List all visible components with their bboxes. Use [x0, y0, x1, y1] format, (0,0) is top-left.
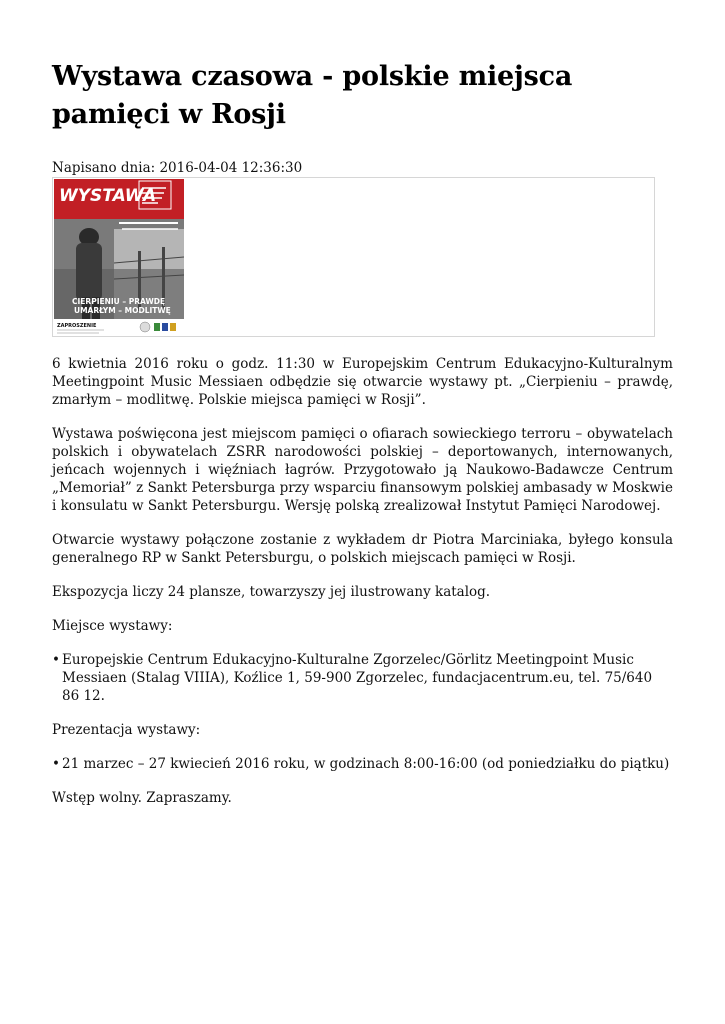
paragraph-location-label: Miejsce wystawy: [52, 618, 173, 634]
list-item [52, 755, 673, 773]
poster-invite: ZAPROSZENIE [57, 323, 97, 329]
poster-slogan-line1: CIERPIENIU – PRAWDĘ [72, 297, 166, 306]
exhibition-poster-image[interactable] [54, 179, 184, 335]
paragraph-schedule-label: Prezentacja wystawy: [52, 722, 201, 738]
article [52, 58, 673, 807]
image-frame [52, 177, 655, 337]
paragraph-catalog: Ekspozycja liczy 24 plansze, towarzyszy jej ilustrowany katalog. [52, 584, 491, 600]
schedule-text: 21 marzec – 27 kwiecień 2016 roku, w godzinach 8:00-16:00 (od poniedziałku do piątku) [62, 756, 670, 772]
paragraph-closing: Wstęp wolny. Zapraszamy. [52, 790, 232, 806]
schedule-list [52, 755, 673, 773]
poster-slogan-line2: UMARŁYM – MODLITWĘ [74, 306, 171, 315]
location-list [52, 651, 673, 705]
post-date: Napisano dnia: 2016-04-04 12:36:30 [52, 160, 303, 176]
paragraph-intro: 6 kwietnia 2016 roku o godz. 11:30 w Europejskim Centrum Edukacyjno-Kulturalnym Meetingpoint Music Messiaen odbędzie się otwarcie wystawy pt. „Cierpieniu – prawdę, zmarłym – modlitwę. Polskie miejsca pamięci w Rosji”. [52, 356, 673, 408]
paragraph-lecture: Otwarcie wystawy połączone zostanie z wykładem dr Piotra Marciniaka, byłego konsula generalnego RP w Sankt Petersburgu, o polskich miejscach pamięci w Rosji. [52, 532, 673, 566]
poster-heading: WYSTAWA [59, 186, 157, 206]
paragraph-description: Wystawa poświęcona jest miejscom pamięci o ofiarach sowieckiego terroru – obywatelach polskich i obywatelach ZSRR narodowości polskiej – deportowanych, internowanych, jeńcach wojennych i więźniach łagrów. Przygotowało ją Naukowo-Badawcze Centrum „Memoriał” z Sankt Petersburga przy wsparciu finansowym polskiej ambasady w Moskwie i konsulatu w Sankt Petersburgu. Wersję polską zrealizował Instytut Pamięci Narodowej. [52, 426, 673, 514]
list-item [52, 651, 673, 705]
page-title: Wystawa czasowa - polskie miejsca pamięci w Rosji [52, 61, 573, 130]
location-text: Europejskie Centrum Edukacyjno-Kulturalne Zgorzelec/Görlitz Meetingpoint Music Messiaen (Stalag VIIIA), Koźlice 1, 59-900 Zgorzelec, fundacjacentrum.eu, tel. 75/640 86 12. [62, 652, 653, 704]
bullet-icon: • [52, 756, 60, 772]
bullet-icon: • [52, 652, 60, 668]
